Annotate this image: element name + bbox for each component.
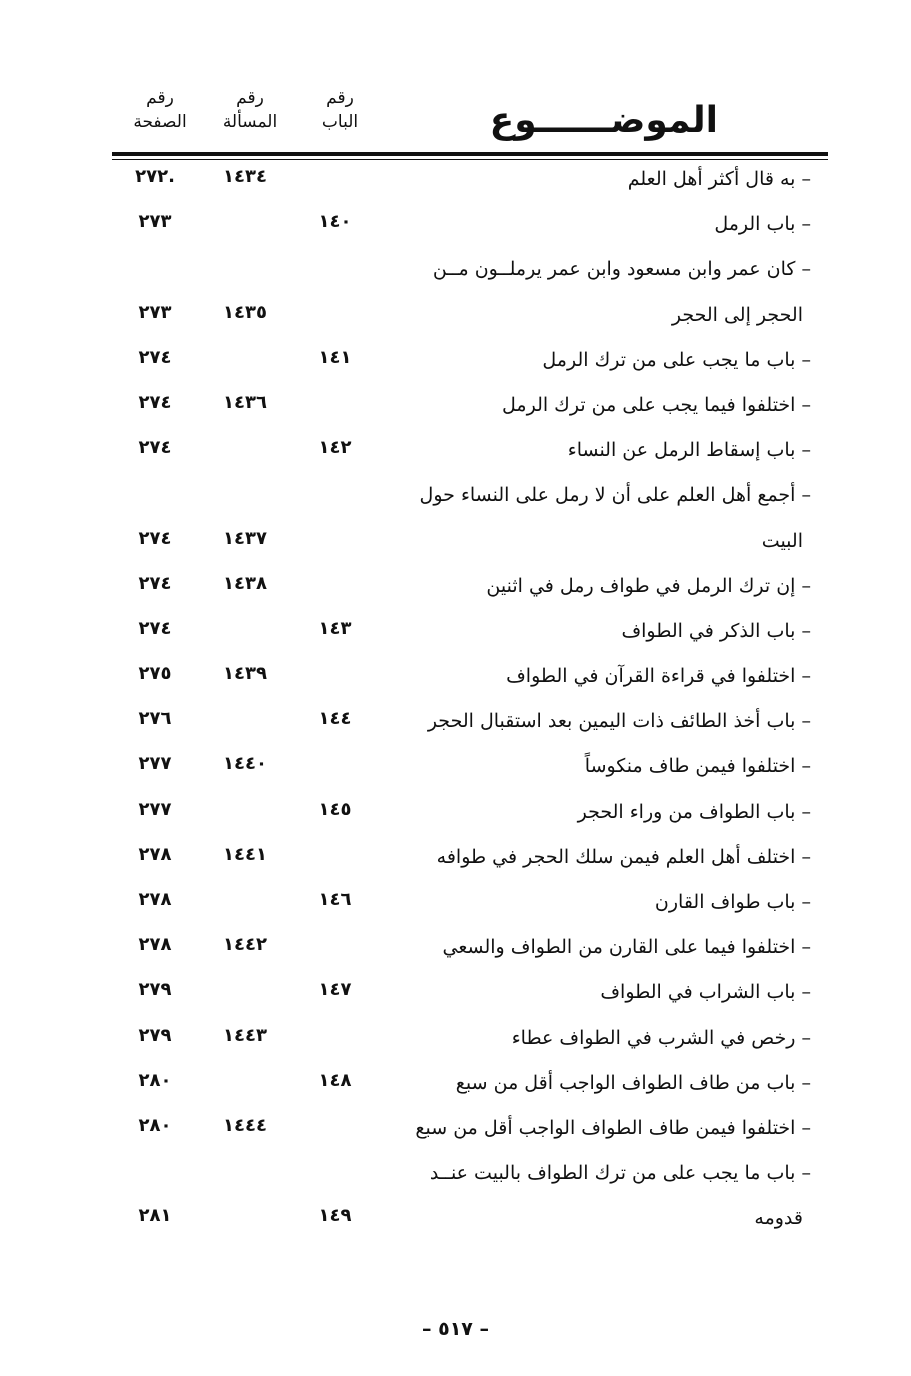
- row-topic: – باب إسقاط الرمل عن النساء: [567, 439, 811, 462]
- header-masala-line2: المسألة: [222, 112, 278, 132]
- row-page-number: ٢٨١: [138, 1205, 172, 1227]
- row-topic: – باب الرمل: [714, 213, 811, 236]
- row-bab-number: ١٤٤: [318, 708, 352, 730]
- row-bab-number: ١٤١: [318, 346, 352, 368]
- row-masala-number: ١٤٣٨: [223, 572, 267, 594]
- row-page-number: ٢٧٣: [138, 301, 172, 323]
- header-safha-line1: رقم: [146, 88, 174, 108]
- row-topic: – باب الذكر في الطواف: [621, 619, 811, 642]
- table-row: [0, 522, 911, 567]
- row-page-number: ٢٧٥: [138, 663, 172, 685]
- row-topic: – باب طواف القارن: [654, 891, 811, 913]
- row-masala-number: ١٤٤٤: [223, 1114, 267, 1136]
- row-page-number: ٢٧٤: [138, 617, 172, 639]
- row-topic: – اختلفوا فيما على القارن من الطواف والسعي: [442, 936, 811, 959]
- header-masala-line1: رقم: [236, 88, 264, 108]
- row-page-number: ٢٧٤: [138, 391, 172, 413]
- table-row: [0, 205, 911, 250]
- row-masala-number: ١٤٤٢: [223, 934, 267, 956]
- table-row: [0, 567, 911, 612]
- row-topic: – اختلفوا فيمن طاف الطواف الواجب أقل من سبع: [415, 1116, 811, 1139]
- header-topic-title: الموضــــــوع: [489, 100, 718, 141]
- row-page-number: ٢٧٨: [138, 934, 172, 956]
- header-bab-line2: الباب: [321, 112, 359, 132]
- row-topic: البيت: [761, 529, 803, 552]
- table-row: [0, 341, 911, 386]
- table-row: [0, 476, 911, 521]
- row-bab-number: ١٤٠: [318, 211, 352, 233]
- row-page-number: ٢٧٩: [138, 979, 172, 1001]
- row-page-number: ٢٧٣: [138, 211, 172, 233]
- row-masala-number: ١٤٤٣: [223, 1024, 267, 1046]
- row-topic: – به قال أكثر أهل العلم: [627, 168, 811, 190]
- table-row: [0, 747, 911, 792]
- index-rows: [0, 160, 911, 1245]
- row-topic: – اختلف أهل العلم فيمن سلك الحجر في طوافه: [436, 845, 811, 868]
- row-page-number: ٢٧٤: [138, 437, 172, 459]
- table-row: [0, 386, 911, 431]
- row-topic: – اختلفوا فيمن طاف منكوساً: [584, 755, 811, 778]
- row-topic: – باب الشراب في الطواف: [600, 981, 811, 1004]
- row-topic: – اختلفوا فيما يجب على من ترك الرمل: [502, 393, 811, 416]
- row-topic: الحجر إلى الحجر: [671, 303, 803, 326]
- table-row: [0, 793, 911, 838]
- row-topic: – باب أخذ الطائف ذات اليمين بعد استقبال الحجر: [427, 710, 811, 733]
- header-divider-thick: [112, 152, 828, 156]
- row-page-number: ٢٧٧: [138, 798, 172, 820]
- row-page-number: ٢٧٤: [138, 346, 172, 368]
- table-row: [0, 702, 911, 747]
- row-page-number: ٢٨٠: [138, 1114, 172, 1136]
- page-number: – ٥١٧ –: [421, 1318, 490, 1340]
- table-row: [0, 1064, 911, 1109]
- table-row: [0, 838, 911, 883]
- row-bab-number: ١٤٢: [318, 437, 352, 459]
- table-row: [0, 1019, 911, 1064]
- header-masala-column: [205, 86, 295, 134]
- row-masala-number: ١٤٣٧: [223, 527, 267, 549]
- table-row: [0, 1154, 911, 1199]
- header-safha-column: [115, 86, 205, 134]
- table-row: [0, 928, 911, 973]
- row-topic: قدومه: [754, 1207, 803, 1230]
- table-row: [0, 973, 911, 1018]
- table-row: [0, 612, 911, 657]
- row-masala-number: ١٤٣٥: [223, 301, 267, 323]
- row-topic: – باب الطواف من وراء الحجر: [577, 800, 811, 823]
- table-row: [0, 296, 911, 341]
- row-topic: – رخص في الشرب في الطواف عطاء: [511, 1026, 811, 1049]
- row-page-number: ٢٧٨: [138, 843, 172, 865]
- table-row: [0, 431, 911, 476]
- row-masala-number: ١٤٣٦: [223, 391, 267, 413]
- row-page-number: ٢٧٧: [138, 753, 172, 775]
- row-topic: – باب ما يجب على من ترك الرمل: [542, 348, 811, 371]
- row-bab-number: ١٤٦: [318, 889, 352, 910]
- row-page-number: .٢٧٢: [135, 166, 175, 187]
- row-topic: – اختلفوا في قراءة القرآن في الطواف: [506, 665, 811, 688]
- row-topic: – كان عمر وابن مسعود وابن عمر يرملــون مــن: [432, 258, 811, 281]
- row-topic: – أجمع أهل العلم على أن لا رمل على النساء حول: [419, 484, 811, 507]
- table-row: [0, 160, 911, 205]
- table-row: [0, 1199, 911, 1244]
- row-bab-number: ١٤٧: [318, 979, 352, 1001]
- row-bab-number: ١٤٣: [318, 617, 352, 639]
- row-masala-number: ١٤٣٤: [223, 166, 267, 187]
- row-page-number: ٢٧٩: [138, 1024, 172, 1046]
- table-row: [0, 1109, 911, 1154]
- table-row: [0, 657, 911, 702]
- row-page-number: ٢٧٤: [138, 572, 172, 594]
- header-bab-line1: رقم: [326, 88, 354, 108]
- row-page-number: ٢٨٠: [138, 1069, 172, 1091]
- row-bab-number: ١٤٨: [318, 1069, 352, 1091]
- row-masala-number: ١٤٤٠: [223, 753, 267, 775]
- header-bab-column: [295, 86, 385, 134]
- row-masala-number: ١٤٣٩: [223, 663, 267, 685]
- row-topic: – باب ما يجب على من ترك الطواف بالبيت عنــد: [429, 1162, 811, 1185]
- table-row: [0, 883, 911, 928]
- row-page-number: ٢٧٤: [138, 527, 172, 549]
- table-row: [0, 250, 911, 295]
- row-page-number: ٢٧٨: [138, 889, 172, 910]
- row-topic: – باب من طاف الطواف الواجب أقل من سبع: [455, 1071, 811, 1094]
- row-topic: – إن ترك الرمل في طواف رمل في اثنين: [486, 574, 811, 597]
- row-masala-number: ١٤٤١: [223, 843, 267, 865]
- row-bab-number: ١٤٥: [318, 798, 352, 820]
- table-header: [110, 78, 828, 150]
- header-safha-line2: الصفحة: [133, 112, 187, 132]
- row-bab-number: ١٤٩: [318, 1205, 352, 1227]
- row-page-number: ٢٧٦: [138, 708, 172, 730]
